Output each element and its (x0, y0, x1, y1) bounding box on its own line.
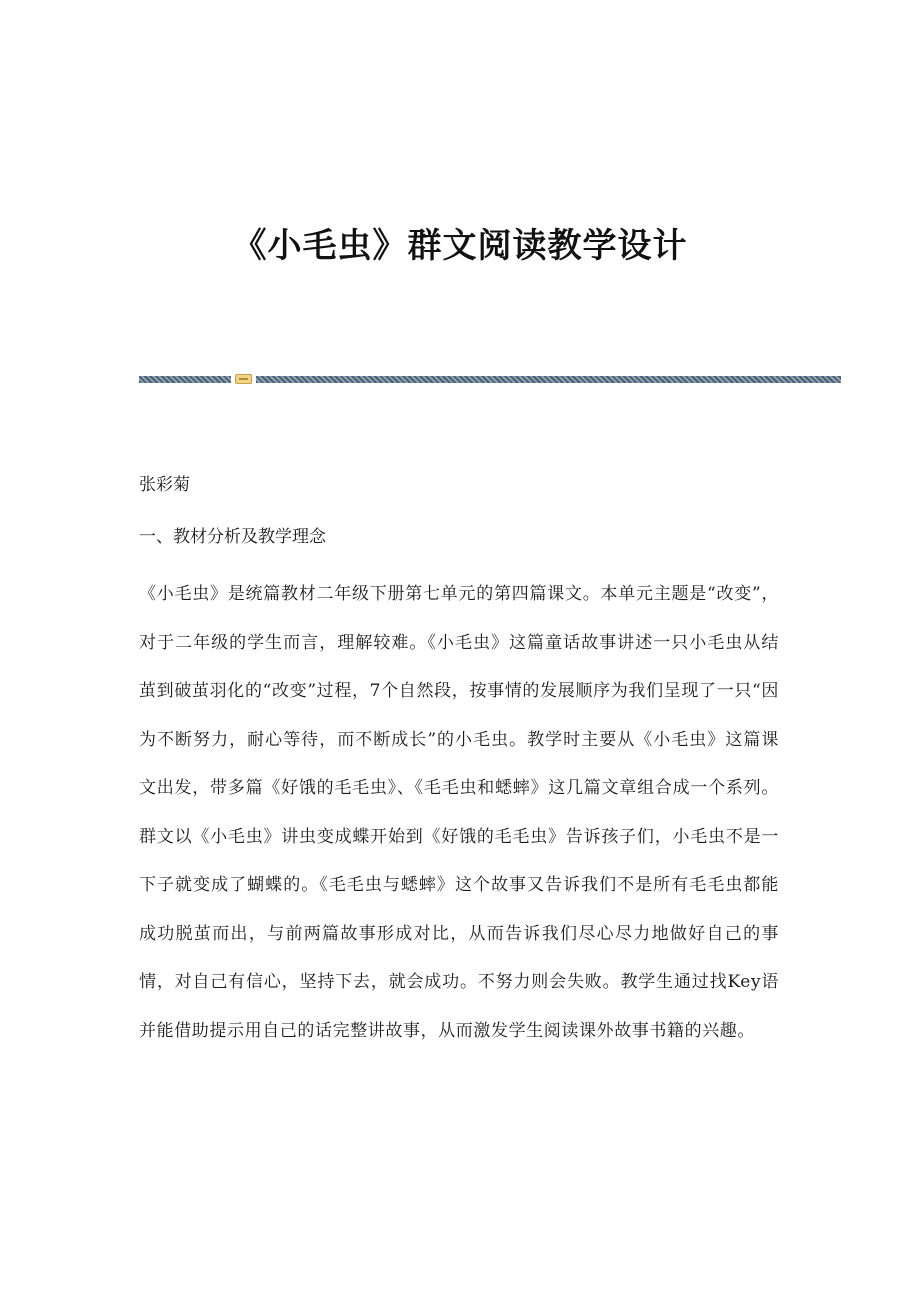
section-heading: 一、教材分析及教学理念 (139, 527, 326, 547)
divider-right-bar (256, 376, 841, 383)
author-name: 张彩菊 (139, 475, 190, 495)
title-divider (139, 374, 841, 384)
divider-ornament-icon (235, 374, 252, 384)
divider-left-bar (139, 376, 231, 383)
document-body (139, 468, 779, 1055)
document-title: 《小毛虫》群文阅读教学设计 (232, 226, 688, 266)
section-paragraph: 《小毛虫》是统篇教材二年级下册第七单元的第四篇课文。本单元主题是“改变”，对于二年级的学生而言，理解较难。《小毛虫》这篇童话故事讲述一只小毛虫从结茧到破茧羽化的“改变”过程，7个自然段，按事情的发展顺序为我们呈现了一只“因为不断努力，耐心等待，而不断成长”的小毛虫。教学时主要从《小毛虫》这篇课文出发，带多篇《好饿的毛毛虫》、《毛毛虫和蟋蟀》这几篇文章组合成一个系列。群文以《小毛虫》讲虫变成蝶开始到《好饿的毛毛虫》告诉孩子们，小毛虫不是一下子就变成了蝴蝶的。《毛毛虫与蟋蟀》这个故事又告诉我们不是所有毛毛虫都能成功脱茧而出，与前两篇故事形成对比，从而告诉我们尽心尽力地做好自己的事情，对自己有信心，坚持下去，就会成功。不努力则会失败。教学生通过找Key语并能借助提示用自己的话完整讲故事，从而激发学生阅读课外故事书籍的兴趣。 (139, 584, 779, 1041)
